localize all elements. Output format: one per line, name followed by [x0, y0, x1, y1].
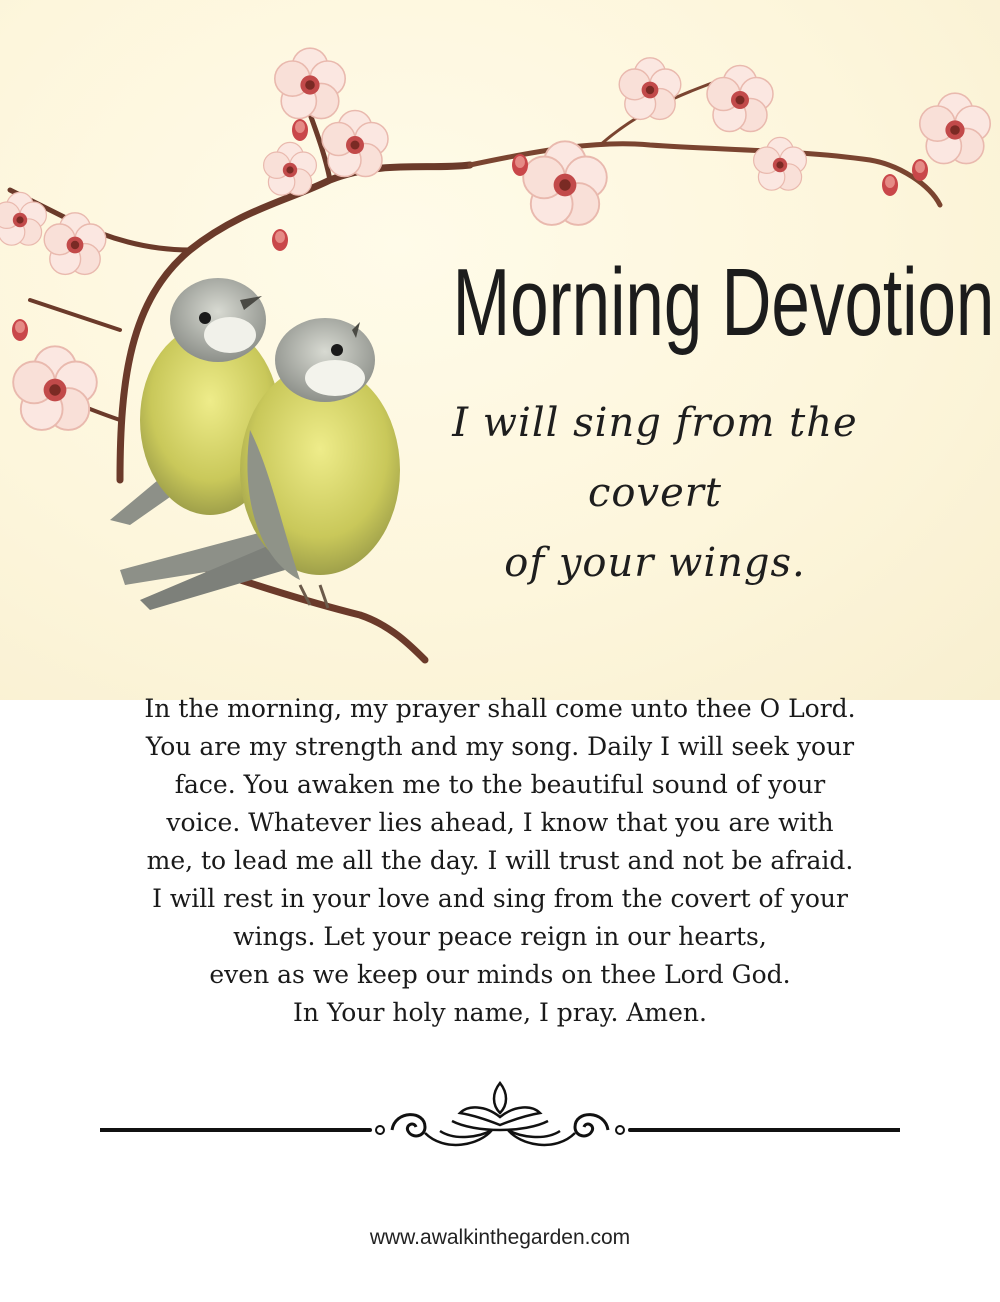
subtitle-line-2: of your wings.: [504, 540, 806, 586]
prayer-line: even as we keep our minds on thee Lord God.: [209, 960, 791, 989]
subtitle-line-1: I will sing from the covert: [452, 400, 858, 516]
prayer-line: You are my strength and my song. Daily I will seek your: [145, 732, 855, 761]
prayer-line: me, to lead me all the day. I will trust and not be afraid.: [146, 846, 854, 875]
page-title: Morning Devotion: [452, 249, 995, 356]
prayer-line: voice. Whatever lies ahead, I know that you are with: [166, 808, 834, 837]
subtitle-verse: [400, 388, 910, 598]
prayer-line: face. You awaken me to the beautiful sound of your: [174, 770, 826, 799]
prayer-line: wings. Let your peace reign in our hearts,: [233, 922, 767, 951]
prayer-line: I will rest in your love and sing from the covert of your: [152, 884, 848, 913]
website-url[interactable]: www.awalkinthegarden.com: [369, 1226, 631, 1249]
flourish-divider-ornament: [100, 1075, 900, 1165]
prayer-line: In Your holy name, I pray. Amen.: [293, 998, 707, 1027]
prayer-text: [100, 690, 900, 1032]
prayer-line: In the morning, my prayer shall come unto thee O Lord.: [144, 694, 856, 723]
